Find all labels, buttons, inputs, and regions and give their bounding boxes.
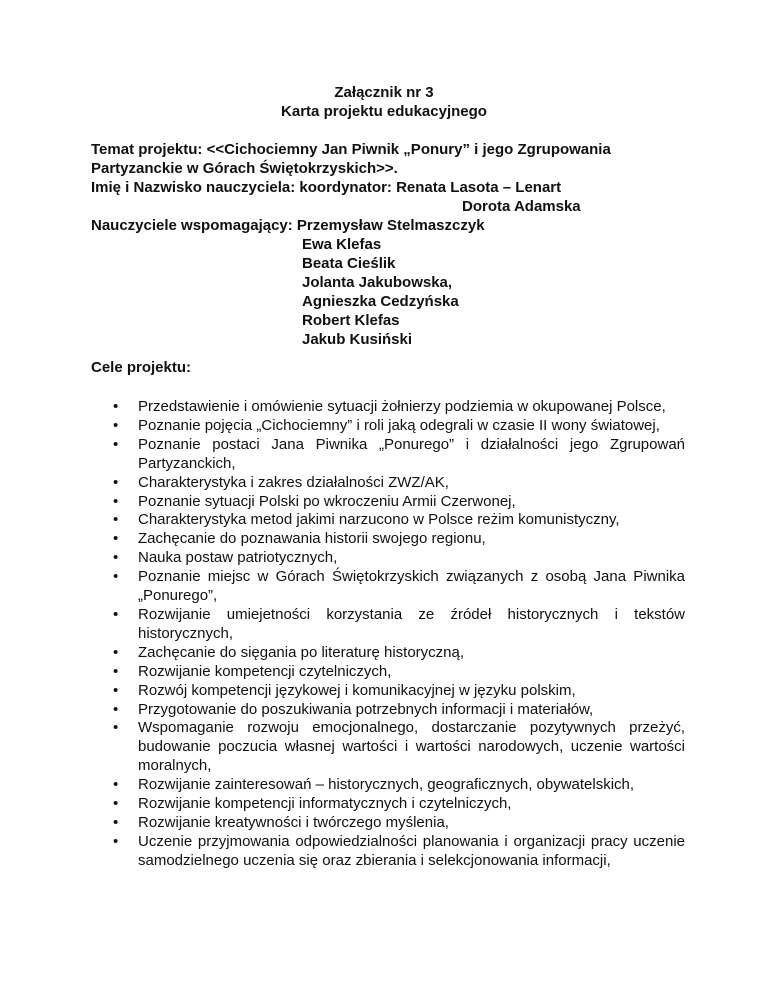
supporting-teacher-1: Ewa Klefas — [302, 236, 382, 253]
coordinator-second: Dorota Adamska — [462, 198, 581, 215]
goals-list — [138, 398, 685, 871]
list-item: • Rozwijanie umiejetności korzystania ze źródeł historycznych i tekstów historycznych, — [138, 606, 685, 644]
list-item: • Charakterystyka i zakres działalności ZWZ/AK, — [138, 474, 685, 493]
list-item: • Zachęcanie do poznawania historii swojego regionu, — [138, 530, 685, 549]
list-item: • Poznanie postaci Jana Piwnika „Ponurego” i działalności jego Zgrupowań Partyzanckich, — [138, 436, 685, 474]
supporting-teacher-3: Jolanta Jakubowska, — [302, 274, 453, 291]
goals-heading: Cele projektu: — [91, 359, 192, 376]
supporting-teacher-5: Robert Klefas — [302, 312, 400, 329]
list-item: • Zachęcanie do sięgania po literaturę historyczną, — [138, 644, 685, 663]
list-item: • Nauka postaw patriotycznych, — [138, 549, 685, 568]
list-item: • Poznanie sytuacji Polski po wkroczeniu Armii Czerwonej, — [138, 493, 685, 512]
list-item: • Rozwijanie kompetencji czytelniczych, — [138, 663, 685, 682]
list-item: • Rozwój kompetencji językowej i komunikacyjnej w języku polskim, — [138, 682, 685, 701]
coordinator-line: Imię i Nazwisko nauczyciela: koordynator: Renata Lasota – Lenart — [91, 179, 562, 196]
project-topic-line2: Partyzanckie w Górach Świętokrzyskich>>. — [91, 160, 398, 177]
supporting-teacher-2: Beata Cieślik — [302, 255, 396, 272]
list-item: • Uczenie przyjmowania odpowiedzialności planowania i organizacji pracy uczenie samodzielnego uczenia się oraz zbierania i selekcjonowania informacji, — [138, 833, 685, 871]
card-title: Karta projektu edukacyjnego — [281, 103, 487, 120]
supporting-teacher-6: Jakub Kusiński — [302, 331, 413, 348]
list-item: • Charakterystyka metod jakimi narzucono w Polsce reżim komunistyczny, — [138, 511, 685, 530]
list-item: • Rozwijanie kreatywności i twórczego myślenia, — [138, 814, 685, 833]
list-item: • Rozwijanie zainteresowań – historycznych, geograficznych, obywatelskich, — [138, 776, 685, 795]
list-item: • Poznanie pojęcia „Cichociemny” i roli jaką odegrali w czasie II wony światowej, — [138, 417, 685, 436]
project-topic-line1: Temat projektu: <<Cichociemny Jan Piwnik „Ponury” i jego Zgrupowania — [91, 141, 611, 158]
list-item: • Przedstawienie i omówienie sytuacji żołnierzy podziemia w okupowanej Polsce, — [138, 398, 685, 417]
list-item: • Wspomaganie rozwoju emocjonalnego, dostarczanie pozytywnych przeżyć, budowanie poczucia własnej wartości i wartości narodowych, uczenie wartości moralnych, — [138, 719, 685, 776]
list-item: • Przygotowanie do poszukiwania potrzebnych informacji i materiałów, — [138, 701, 685, 720]
supporting-teachers-line: Nauczyciele wspomagający: Przemysław Stelmaszczyk — [91, 217, 485, 234]
list-item: • Rozwijanie kompetencji informatycznych i czytelniczych, — [138, 795, 685, 814]
supporting-teacher-4: Agnieszka Cedzyńska — [302, 293, 459, 310]
annex-number: Załącznik nr 3 — [334, 84, 434, 101]
list-item: • Poznanie miejsc w Górach Świętokrzyskich związanych z osobą Jana Piwnika „Ponurego”, — [138, 568, 685, 606]
